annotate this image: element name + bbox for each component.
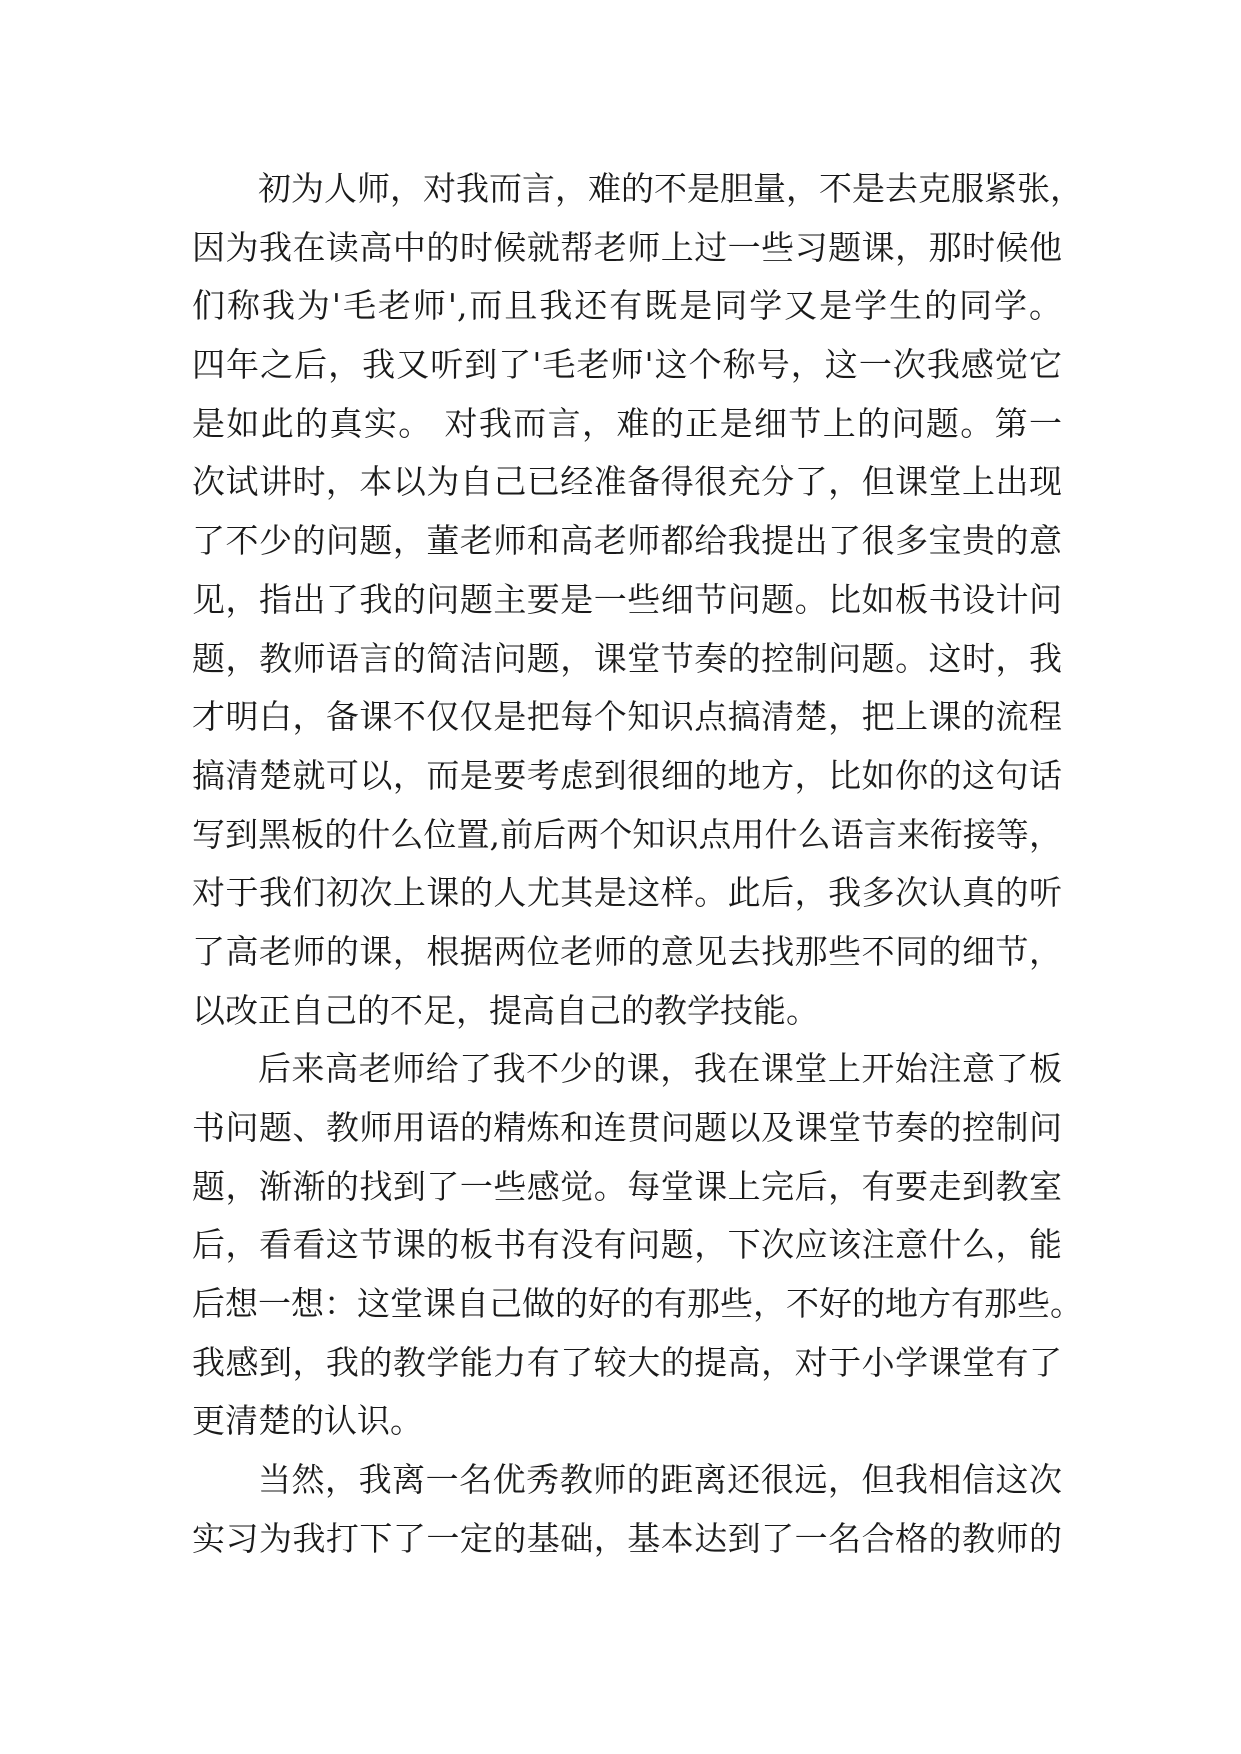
text-line: 对于我们初次上课的人尤其是这样。此后，我多次认真的听: [192, 873, 1062, 913]
text-line: 后想一想：这堂课自己做的好的有那些，不好的地方有那些。: [192, 1284, 1083, 1324]
text-line: 四年之后，我又听到了'毛老师'这个称号，这一次我感觉它: [192, 345, 1062, 385]
text-line: 题，教师语言的简洁问题，课堂节奏的控制问题。这时，我: [192, 638, 1062, 678]
text-line: 了不少的问题，董老师和高老师都给我提出了很多宝贵的意: [192, 521, 1062, 561]
text-line: 当然，我离一名优秀教师的距离还很远，但我相信这次: [258, 1460, 1062, 1500]
paragraph-2: [192, 1040, 1083, 1451]
text-line: 我感到，我的教学能力有了较大的提高，对于小学课堂有了: [192, 1342, 1062, 1382]
text-line: 因为我在读高中的时候就帮老师上过一些习题课，那时候他: [192, 227, 1062, 267]
text-line: 书问题、教师用语的精炼和连贯问题以及课堂节奏的控制问: [192, 1108, 1062, 1147]
text-line: 实习为我打下了一定的基础，基本达到了一名合格的教师的: [192, 1518, 1062, 1558]
text-line: 是如此的真实。 对我而言，难的正是细节上的问题。第一: [192, 403, 1062, 443]
body-text: [192, 160, 1083, 1569]
text-line: 搞清楚就可以，而是要考虑到很细的地方，比如你的这句话: [192, 755, 1062, 795]
text-line: 了高老师的课，根据两位老师的意见去找那些不同的细节，: [192, 931, 1062, 971]
text-line: 题，渐渐的找到了一些感觉。每堂课上完后，有要走到教室: [192, 1166, 1062, 1206]
text-line: 后，看看这节课的板书有没有问题，下次应该注意什么，能: [192, 1225, 1062, 1265]
paragraph-1: [192, 160, 1083, 1040]
text-line: 才明白，备课不仅仅是把每个知识点搞清楚，把上课的流程: [192, 697, 1062, 737]
text-line: 后来高老师给了我不少的课，我在课堂上开始注意了板: [258, 1049, 1062, 1089]
text-line: 们称我为'毛老师',而且我还有既是同学又是学生的同学。: [192, 286, 1062, 326]
text-line: 次试讲时，本以为自己已经准备得很充分了，但课堂上出现: [192, 462, 1062, 502]
text-line: 更清楚的认识。: [192, 1401, 423, 1441]
text-line: 写到黑板的什么位置,前后两个知识点用什么语言来衔接等，: [192, 814, 1062, 854]
text-line: 见，指出了我的问题主要是一些细节问题。比如板书设计问: [192, 579, 1062, 619]
text-line: 以改正自己的不足，提高自己的教学技能。: [192, 990, 819, 1030]
paragraph-3: [192, 1451, 1062, 1568]
text-line: 初为人师，对我而言，难的不是胆量，不是去克服紧张，: [258, 169, 1083, 208]
